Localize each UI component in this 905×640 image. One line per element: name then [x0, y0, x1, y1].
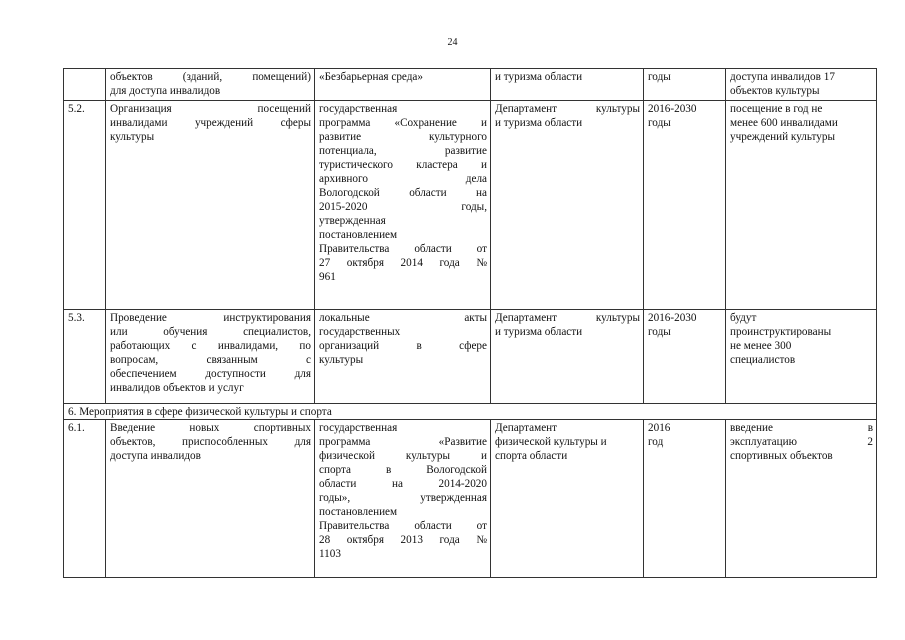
executor-cell [491, 310, 644, 404]
cell-line: культуры [110, 131, 155, 143]
cell-line: доступа инвалидов 17 [730, 71, 835, 83]
result-cell [726, 101, 877, 310]
cell-line: локальные акты [319, 312, 487, 324]
cell-line: области на 2014-2020 [319, 478, 487, 490]
cell-line: введение в [730, 422, 873, 434]
cell-line: объектов культуры [730, 85, 820, 97]
cell-line: развитие культурного [319, 131, 487, 143]
cell-line: 1103 [319, 548, 341, 560]
cell-line: и туризма области [495, 117, 583, 129]
cell-line: 2016-2030 [648, 312, 697, 324]
term-cell [644, 310, 726, 404]
cell-line: Правительства области от [319, 520, 487, 532]
cell-line: архивного дела [319, 173, 487, 185]
cell-line: годы [648, 326, 671, 338]
cell-line: Департамент культуры [495, 103, 640, 115]
cell-line: инвалидами учреждений сферы [110, 117, 311, 129]
cell-line: для доступа инвалидов [110, 85, 221, 97]
cell-line: не менее 300 [730, 340, 792, 352]
measures-table [63, 68, 877, 578]
cell-line: 27 октября 2014 года № [319, 257, 487, 269]
cell-line: вопросам, связанным с [110, 354, 311, 366]
row-number-cell: 5.3. [64, 310, 106, 404]
section-row [64, 404, 877, 420]
cell-line: утвержденная [319, 215, 386, 227]
cell-line: инвалидов объектов и услуг [110, 382, 244, 394]
event-cell [106, 69, 315, 101]
cell-line: постановлением [319, 229, 398, 241]
result-cell [726, 69, 877, 101]
cell-line: или обучения специалистов, [110, 326, 311, 338]
cell-line: объектов, приспособленных для [110, 436, 311, 448]
cell-line: Департамент [495, 422, 558, 434]
cell-line: Введение новых спортивных [110, 422, 311, 434]
cell-line: культуры [319, 354, 364, 366]
executor-cell [491, 101, 644, 310]
document-cell [315, 420, 491, 578]
cell-line: физической культуры и [319, 450, 487, 462]
term-cell [644, 69, 726, 101]
cell-line: Департамент культуры [495, 312, 640, 324]
table-row [64, 101, 877, 310]
cell-line: туристического кластера и [319, 159, 487, 171]
document-cell [315, 101, 491, 310]
row-number-cell [64, 69, 106, 101]
cell-line: годы [648, 71, 671, 83]
cell-line: год [648, 436, 664, 448]
cell-line: обеспечением доступности для [110, 368, 311, 380]
cell-line: программа «Развитие [319, 436, 487, 448]
cell-line: потенциала, развитие [319, 145, 487, 157]
cell-line: будут [730, 312, 757, 324]
cell-line: и туризма области [495, 326, 583, 338]
table-row [64, 420, 877, 578]
cell-line: Вологодской области на [319, 187, 487, 199]
cell-line: спорта области [495, 450, 568, 462]
section-title: 6. Мероприятия в сфере физической культуры и спорта [64, 404, 877, 420]
cell-line: Организация посещений [110, 103, 311, 115]
cell-line: менее 600 инвалидами [730, 117, 838, 129]
cell-line: спорта в Вологодской [319, 464, 487, 476]
cell-line: спортивных объектов [730, 450, 833, 462]
result-cell [726, 310, 877, 404]
cell-line: и туризма области [495, 71, 583, 83]
table-row [64, 69, 877, 101]
document-cell [315, 310, 491, 404]
page-number: 24 [447, 37, 458, 48]
cell-line: постановлением [319, 506, 398, 518]
cell-line: 2016 [648, 422, 671, 434]
cell-line: годы», утвержденная [319, 492, 487, 504]
cell-line: доступа инвалидов [110, 450, 201, 462]
cell-line: 28 октября 2013 года № [319, 534, 487, 546]
cell-line: специалистов [730, 354, 796, 366]
cell-line: государственных [319, 326, 401, 338]
document-cell [315, 69, 491, 101]
term-cell [644, 101, 726, 310]
cell-line: годы [648, 117, 671, 129]
term-cell [644, 420, 726, 578]
cell-line: посещение в год не [730, 103, 823, 115]
executor-cell [491, 420, 644, 578]
cell-line: государственная [319, 422, 398, 434]
cell-line: Проведение инструктирования [110, 312, 311, 324]
cell-line: 961 [319, 271, 336, 283]
cell-line: программа «Сохранение и [319, 117, 487, 129]
cell-line: эксплуатацию 2 [730, 436, 873, 448]
executor-cell [491, 69, 644, 101]
cell-line: проинструктированы [730, 326, 832, 338]
cell-line: организаций в сфере [319, 340, 487, 352]
event-cell [106, 420, 315, 578]
cell-line: физической культуры и [495, 436, 607, 448]
cell-line: 2016-2030 [648, 103, 697, 115]
cell-line: учреждений культуры [730, 131, 836, 143]
row-number-cell: 5.2. [64, 101, 106, 310]
cell-line: 2015-2020 годы, [319, 201, 487, 213]
row-number-cell: 6.1. [64, 420, 106, 578]
cell-line: государственная [319, 103, 398, 115]
table-row [64, 310, 877, 404]
cell-line: работающих с инвалидами, по [110, 340, 311, 352]
event-cell [106, 101, 315, 310]
event-cell [106, 310, 315, 404]
cell-line: «Безбарьерная среда» [319, 71, 423, 83]
cell-line: Правительства области от [319, 243, 487, 255]
cell-line: объектов (зданий, помещений) [110, 71, 311, 83]
result-cell [726, 420, 877, 578]
